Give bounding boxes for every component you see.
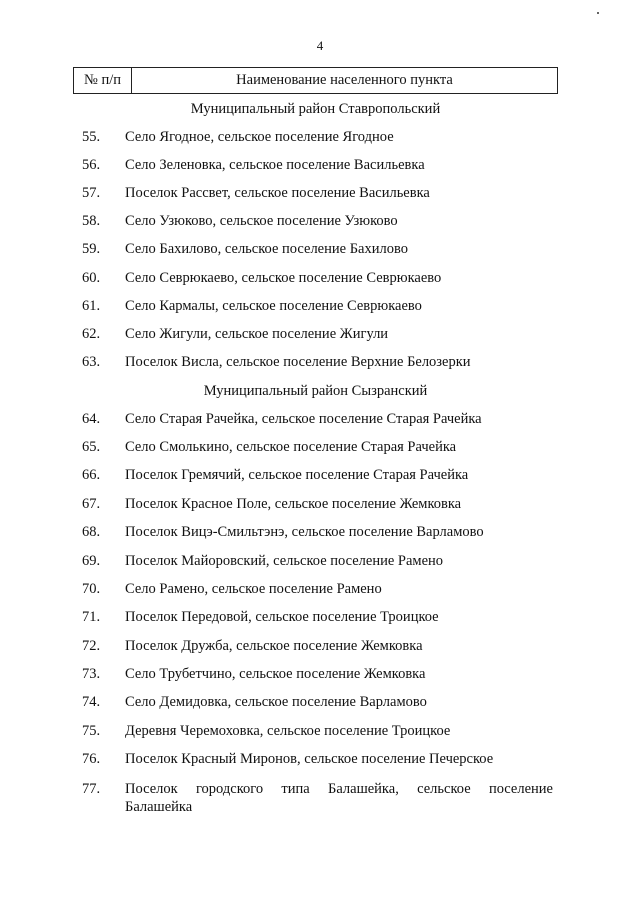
item-text: Поселок Висла, сельское поселение Верхние Белозерки <box>125 354 471 370</box>
item-number: 74. <box>82 694 101 710</box>
item-text: Село Рамено, сельское поселение Рамено <box>125 581 382 597</box>
section-heading-syzransky: Муниципальный район Сызранский <box>203 383 428 399</box>
item-number: 73. <box>82 666 101 682</box>
item-text: Село Бахилово, сельское поселение Бахилово <box>125 241 408 257</box>
item-text: Поселок Рассвет, сельское поселение Васильевка <box>125 185 430 201</box>
item-number: 62. <box>82 326 101 342</box>
item-number: 57. <box>82 185 101 201</box>
page-number: 4 <box>316 38 324 53</box>
item-number: 66. <box>82 467 101 483</box>
item-text: Поселок Красный Миронов, сельское поселение Печерское <box>125 751 494 767</box>
item-text: Поселок Гремячий, сельское поселение Старая Рачейка <box>125 467 469 483</box>
item-text: Село Смолькино, сельское поселение Старая Рачейка <box>125 439 457 455</box>
item-number: 64. <box>82 411 101 427</box>
item-text: Поселок Красное Поле, сельское поселение Жемковка <box>125 496 462 512</box>
item-number: 67. <box>82 496 101 512</box>
item-number: 55. <box>82 129 101 145</box>
item-text: Поселок Передовой, сельское поселение Троицкое <box>125 609 439 625</box>
item-number: 77. <box>82 781 101 797</box>
item-text-continued: Балашейка <box>125 799 193 815</box>
item-text: Село Севрюкаево, сельское поселение Севрюкаево <box>125 270 442 286</box>
item-text: Село Кармалы, сельское поселение Севрюкаево <box>125 298 422 314</box>
item-text: Поселок Вицэ-Смильтэнэ, сельское поселение Варламово <box>125 524 484 540</box>
header-number-column: № п/п <box>74 68 132 93</box>
item-number: 76. <box>82 751 101 767</box>
item-text: Село Жигули, сельское поселение Жигули <box>125 326 389 342</box>
scan-speck <box>597 12 599 14</box>
item-text: Деревня Черемоховка, сельское поселение Троицкое <box>125 723 451 739</box>
item-text: Село Зеленовка, сельское поселение Васильевка <box>125 157 425 173</box>
item-number: 65. <box>82 439 101 455</box>
item-text: Село Старая Рачейка, сельское поселение Старая Рачейка <box>125 411 482 427</box>
item-number: 75. <box>82 723 101 739</box>
item-number: 56. <box>82 157 101 173</box>
section-heading-stavropolsky: Муниципальный район Ставропольский <box>190 101 441 117</box>
item-text: Село Трубетчино, сельское поселение Жемковка <box>125 666 426 682</box>
item-text: Село Узюково, сельское поселение Узюково <box>125 213 398 229</box>
item-number: 61. <box>82 298 101 314</box>
item-number: 60. <box>82 270 101 286</box>
item-number: 63. <box>82 354 101 370</box>
item-number: 68. <box>82 524 101 540</box>
header-name-column: Наименование населенного пункта <box>236 72 453 88</box>
item-number: 72. <box>82 638 101 654</box>
item-number: 59. <box>82 241 101 257</box>
item-text: Село Ягодное, сельское поселение Ягодное <box>125 129 394 145</box>
item-text: Поселок городского типа Балашейка, сельское поселение <box>125 781 553 797</box>
item-number: 58. <box>82 213 101 229</box>
item-number: 69. <box>82 553 101 569</box>
item-number: 71. <box>82 609 101 625</box>
item-text: Поселок Майоровский, сельское поселение Рамено <box>125 553 444 569</box>
item-number: 70. <box>82 581 101 597</box>
item-text: Поселок Дружба, сельское поселение Жемковка <box>125 638 423 654</box>
table-header <box>73 67 558 94</box>
item-text: Село Демидовка, сельское поселение Варламово <box>125 694 427 710</box>
